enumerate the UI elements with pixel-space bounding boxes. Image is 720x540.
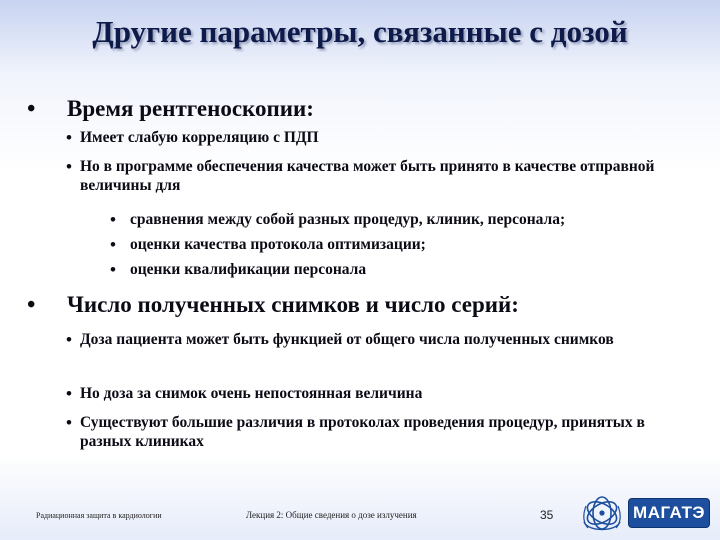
- bullet-icon: •: [110, 235, 116, 254]
- sub-list-item-text: оценки квалификации персонала: [130, 261, 367, 278]
- sub-list-item: [110, 260, 367, 279]
- footer-lecture-name: Лекция 2: Общие сведения о дозе излучения: [246, 510, 417, 520]
- bullet-icon: •: [27, 96, 36, 122]
- section-heading-images-series: [27, 292, 519, 318]
- list-item-text: Существуют большие различия в протоколах проведения процедур, принятых в разных клиниках: [80, 414, 645, 450]
- list-item-text: Имеет слабую корреляцию с ПДП: [80, 129, 319, 146]
- list-item: [66, 384, 423, 403]
- page-number: 35: [540, 508, 554, 522]
- list-item: [66, 157, 660, 195]
- sub-list-item: [110, 235, 426, 254]
- bullet-icon: •: [27, 292, 36, 318]
- bullet-icon: •: [110, 210, 116, 229]
- slide-title: Другие параметры, связанные с дозой: [92, 14, 628, 49]
- sub-list-item-text: сравнения между собой разных процедур, клиник, персонала;: [130, 211, 566, 228]
- section-heading-text: Время рентгеноскопии:: [67, 96, 314, 121]
- list-item-text: Доза пациента может быть функцией от общего числа полученных снимков: [80, 331, 614, 348]
- bullet-icon: •: [66, 128, 72, 147]
- bullet-icon: •: [66, 413, 72, 432]
- list-item: [66, 413, 700, 451]
- section-heading-text: Число полученных снимков и число серий:: [67, 292, 519, 317]
- list-item: [66, 128, 319, 147]
- bullet-icon: •: [66, 157, 72, 176]
- bullet-icon: •: [66, 384, 72, 403]
- footer-course-name: Радиационная защита в кардиологии: [36, 511, 162, 520]
- sub-list-item: [110, 210, 566, 229]
- sub-list-item-text: оценки качества протокола оптимизации;: [130, 236, 426, 253]
- section-heading-fluoroscopy-time: [27, 96, 314, 122]
- iaea-logo: МАГАТЭ: [628, 498, 710, 528]
- list-item: [66, 330, 700, 349]
- list-item-text: Но в программе обеспечения качества может быть принято в качестве отправной величины для: [80, 158, 655, 194]
- bullet-icon: •: [66, 330, 72, 349]
- list-item-text: Но доза за снимок очень непостоянная величина: [80, 385, 423, 402]
- iaea-emblem-icon: [580, 492, 624, 534]
- bullet-icon: •: [110, 260, 116, 279]
